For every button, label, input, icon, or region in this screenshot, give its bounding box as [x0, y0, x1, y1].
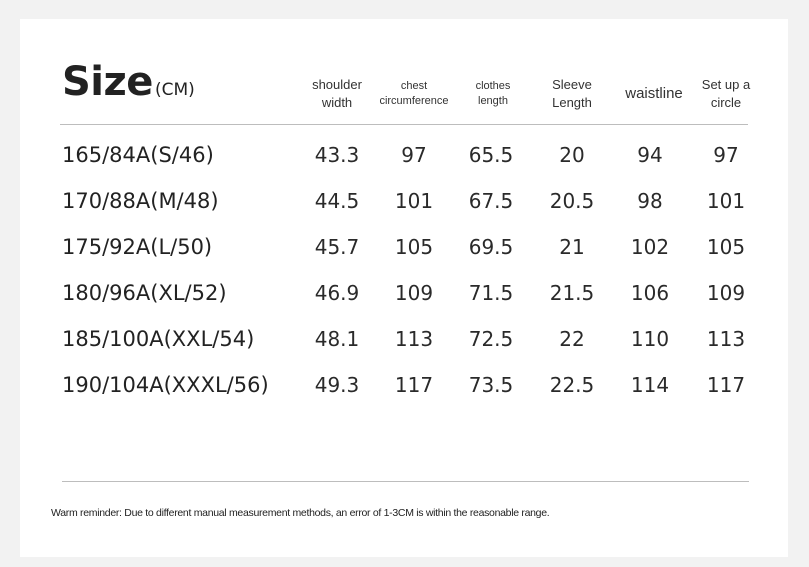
size-label: 175/92A(L/50) [62, 235, 213, 259]
cell-shoulder-width: 44.5 [314, 189, 360, 213]
header-clothes-length [448, 71, 538, 117]
title-unit: (CM) [154, 80, 195, 100]
header-line: waistline [625, 84, 683, 102]
size-label: 185/100A(XXL/54) [62, 327, 255, 351]
header-sleeve-length [527, 71, 617, 117]
cell-set-up-a-circle: 97 [713, 143, 739, 167]
table-row [20, 324, 788, 354]
cell-sleeve-length: 22.5 [549, 373, 595, 397]
cell-set-up-a-circle: 109 [706, 281, 746, 305]
table-row [20, 370, 788, 400]
cell-set-up-a-circle: 117 [706, 373, 746, 397]
cell-set-up-a-circle: 101 [706, 189, 746, 213]
header-line: Sleeve [552, 77, 592, 93]
cell-set-up-a-circle: 113 [706, 327, 746, 351]
table-row [20, 232, 788, 262]
size-chart-card [20, 19, 788, 557]
cell-clothes-length: 69.5 [468, 235, 514, 259]
header-chest-circumference [369, 71, 459, 117]
cell-clothes-length: 72.5 [468, 327, 514, 351]
cell-waistline: 110 [630, 327, 670, 351]
size-label: 190/104A(XXXL/56) [62, 373, 269, 397]
cell-clothes-length: 65.5 [468, 143, 514, 167]
warm-reminder-note: Warm reminder: Due to different manual measurement methods, an error of 1-3CM is within the reasonable range. [51, 507, 550, 519]
size-label: 180/96A(XL/52) [62, 281, 227, 305]
cell-waistline: 94 [637, 143, 663, 167]
cell-sleeve-length: 21 [559, 235, 585, 259]
cell-sleeve-length: 22 [559, 327, 585, 351]
cell-waistline: 106 [630, 281, 670, 305]
header-line: circumference [379, 95, 449, 107]
cell-chest-circumference: 117 [394, 373, 434, 397]
cell-shoulder-width: 46.9 [314, 281, 360, 305]
cell-chest-circumference: 97 [401, 143, 427, 167]
header-line: Set up a [701, 77, 751, 93]
header-line: chest [400, 80, 428, 93]
cell-shoulder-width: 49.3 [314, 373, 360, 397]
header-set-up-a-circle [681, 71, 771, 117]
header-line: clothes [475, 80, 511, 93]
cell-sleeve-length: 21.5 [549, 281, 595, 305]
cell-clothes-length: 73.5 [468, 373, 514, 397]
cell-set-up-a-circle: 105 [706, 235, 746, 259]
size-label: 165/84A(S/46) [62, 143, 214, 167]
footer-divider [62, 481, 749, 482]
size-label: 170/88A(M/48) [62, 189, 219, 213]
cell-sleeve-length: 20.5 [549, 189, 595, 213]
header-divider [60, 124, 748, 125]
title-main: Size [62, 59, 153, 105]
cell-shoulder-width: 48.1 [314, 327, 360, 351]
cell-shoulder-width: 45.7 [314, 235, 360, 259]
cell-shoulder-width: 43.3 [314, 143, 360, 167]
cell-sleeve-length: 20 [559, 143, 585, 167]
header-line: shoulder [312, 77, 362, 93]
cell-chest-circumference: 113 [394, 327, 434, 351]
cell-chest-circumference: 101 [394, 189, 434, 213]
header-line: length [478, 95, 508, 107]
header-line: Length [552, 95, 592, 110]
table-row [20, 140, 788, 170]
cell-clothes-length: 71.5 [468, 281, 514, 305]
cell-chest-circumference: 109 [394, 281, 434, 305]
cell-chest-circumference: 105 [394, 235, 434, 259]
header-line: circle [710, 95, 742, 110]
cell-waistline: 98 [637, 189, 663, 213]
table-row [20, 278, 788, 308]
table-row [20, 186, 788, 216]
cell-waistline: 114 [630, 373, 670, 397]
size-chart-title [62, 59, 195, 105]
header-line: width [321, 95, 353, 110]
cell-waistline: 102 [630, 235, 670, 259]
cell-clothes-length: 67.5 [468, 189, 514, 213]
